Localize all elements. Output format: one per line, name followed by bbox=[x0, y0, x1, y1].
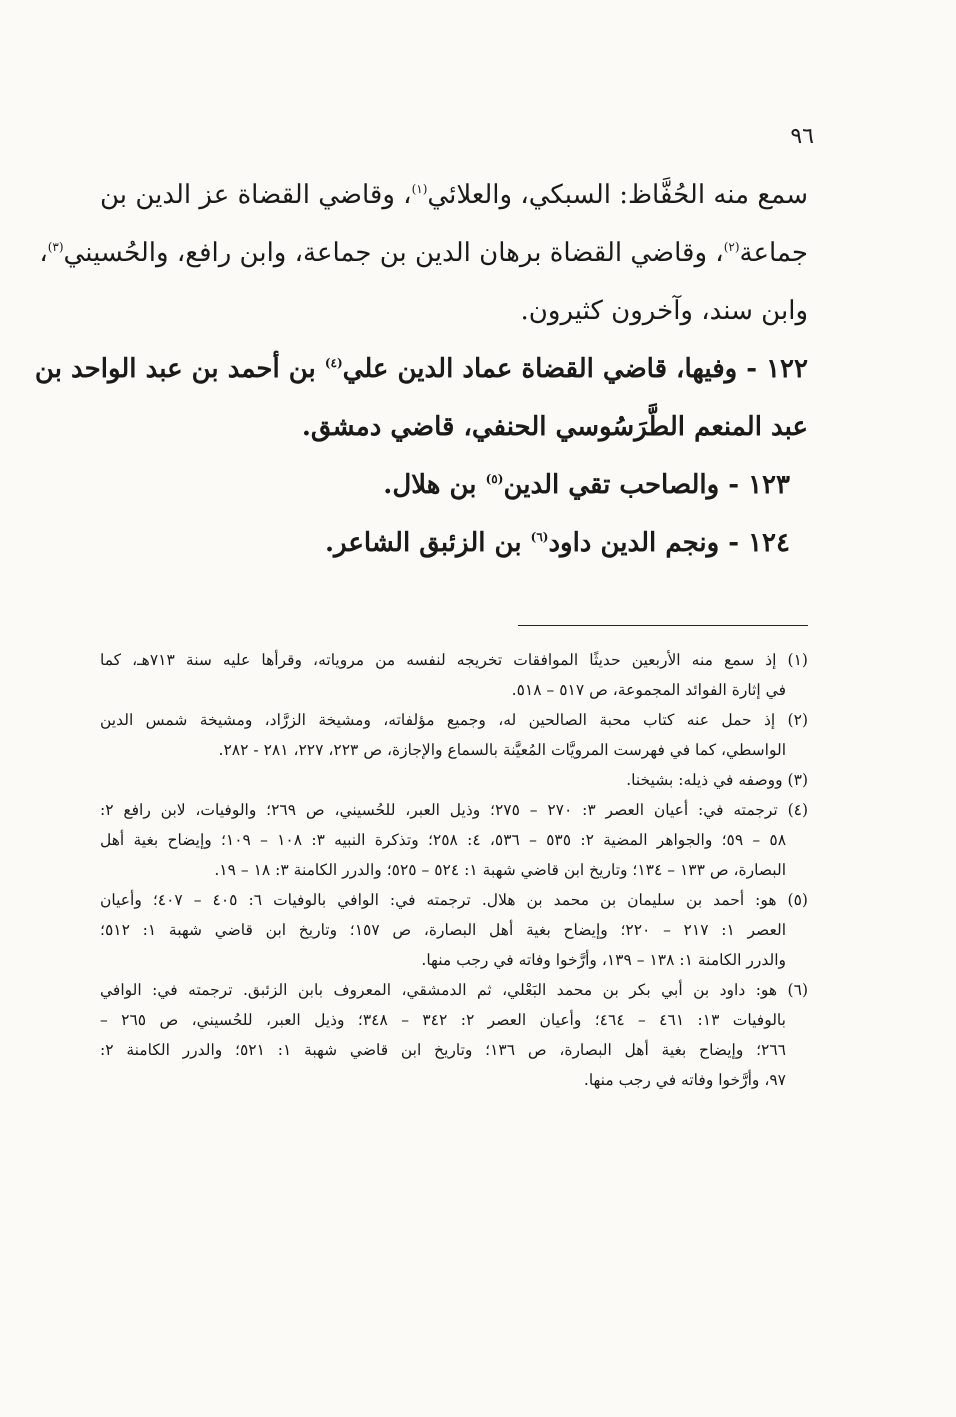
body-line-3: وابن سند، وآخرون كثيرون. bbox=[520, 296, 808, 326]
page-number: ٩٦ bbox=[790, 124, 814, 149]
main-text bbox=[34, 180, 808, 586]
footnote-6-cont-1: بالوفيات ١٣: ٤٦١ – ٤٦٤؛ وأعيان العصر ٢: ٣٤٢ – ٣٤٨؛ وذيل العبر، للحُسيني، ص ٢٦٥ – bbox=[100, 1011, 786, 1029]
entry-124: ١٢٤ - ونجم الدين داود$^{(٦)}$ بن الزئبق الشاعر. bbox=[325, 528, 790, 558]
footnote-1: (١) إذ سمع منه الأربعين حديثًا الموافقات تخريجه لنفسه من مروياته، وقرأها عليه سنة ٧١٣هـ، كما bbox=[100, 651, 808, 669]
footnote-ref-2[interactable]: (٢) bbox=[723, 240, 740, 254]
footnote-6-cont-2: ٢٦٦؛ وإيضاح بغية أهل البصارة، ص ١٣٦؛ وتاريخ ابن قاضي شهبة ١: ٥٢١؛ والدرر الكامنة ٢: bbox=[100, 1041, 787, 1059]
footnote-2-cont: الواسطي، كما في فهرست المرويَّات المُعيَّنة بالسماع والإجازة، ص ٢٢٣، ٢٢٧، ٢٨١ - ٢٨٢. bbox=[218, 741, 786, 759]
footnote-5-cont-2: والدرر الكامنة ١: ١٣٨ – ١٣٩، وأرَّخوا وفاته في رجب منها. bbox=[421, 951, 786, 969]
footnote-ref-1[interactable]: (١) bbox=[411, 182, 428, 196]
footnote-divider bbox=[518, 625, 808, 626]
footnotes bbox=[100, 650, 808, 1100]
footnote-3: (٣) ووصفه في ذيله: بشيخنا. bbox=[626, 771, 808, 789]
footnote-ref-3[interactable]: (٣) bbox=[47, 240, 64, 254]
entry-122-line-1: ١٢٢ - وفيها، قاضي القضاة عماد الدين علي$^{(٤)}$ بن أحمد بن عبد الواحد بن bbox=[34, 354, 808, 384]
footnote-4-cont-1: ٥٨ – ٥٩؛ والجواهر المضية ٢: ٥٣٥ – ٥٣٦، ٤: ٢٥٨؛ وتذكرة النبيه ٣: ١٠٨ – ١٠٩؛ وإيضاح بغية أهل bbox=[100, 831, 787, 849]
footnote-ref-6[interactable]: (٦) bbox=[530, 530, 549, 544]
footnote-4-cont-2: البصارة، ص ١٣٣ – ١٣٤؛ وتاريخ ابن قاضي شهبة ١: ٥٢٤ – ٥٢٥؛ والدرر الكامنة ٣: ١٨ – ١٩. bbox=[214, 861, 786, 879]
footnote-6-cont-3: ٩٧، وأرَّخوا وفاته في رجب منها. bbox=[583, 1071, 786, 1089]
body-line-1: سمع منه الحُفَّاظ: السبكي، والعلائي$^{(١)}$، وقاضي القضاة عز الدين بن bbox=[100, 180, 808, 210]
entry-123: ١٢٣ - والصاحب تقي الدين$^{(٥)}$ بن هلال. bbox=[383, 470, 790, 500]
entry-122-line-2: عبد المنعم الطَّرَسُوسي الحنفي، قاضي دمشق. bbox=[301, 412, 808, 442]
body-line-2: جماعة$^{(٢)}$، وقاضي القضاة برهان الدين بن جماعة، وابن رافع، والحُسيني$^{(٣)}$، bbox=[39, 238, 808, 268]
footnote-ref-4[interactable]: (٤) bbox=[324, 356, 343, 370]
footnote-4: (٤) ترجمته في: أعيان العصر ٣: ٢٧٠ – ٢٧٥؛ وذيل العبر، للحُسيني، ص ٢٦٩؛ والوفيات، لابن رافع ٢: bbox=[100, 801, 809, 819]
footnote-5-cont-1: العصر ١: ٢١٧ – ٢٢٠؛ وإيضاح بغية أهل البصارة، ص ١٥٧؛ وتاريخ ابن قاضي شهبة ١: ٥١٢؛ bbox=[100, 921, 787, 939]
footnote-5: (٥) هو: أحمد بن سليمان بن محمد بن هلال. ترجمته في: الوافي بالوفيات ٦: ٤٠٥ – ٤٠٧؛ وأعيان bbox=[100, 891, 808, 909]
footnote-1-cont: في إثارة الفوائد المجموعة، ص ٥١٧ – ٥١٨. bbox=[511, 681, 786, 699]
footnote-2: (٢) إذ حمل عنه كتاب محبة الصالحين له، وجميع مؤلفاته، ومشيخة الزرَّاد، ومشيخة شمس الدين bbox=[100, 711, 808, 729]
footnote-6: (٦) هو: داود بن أبي بكر بن محمد البَعْلي، ثم الدمشقي، المعروف بابن الزئبق. ترجمته في: الوافي bbox=[100, 981, 808, 999]
footnote-ref-5[interactable]: (٥) bbox=[485, 472, 504, 486]
